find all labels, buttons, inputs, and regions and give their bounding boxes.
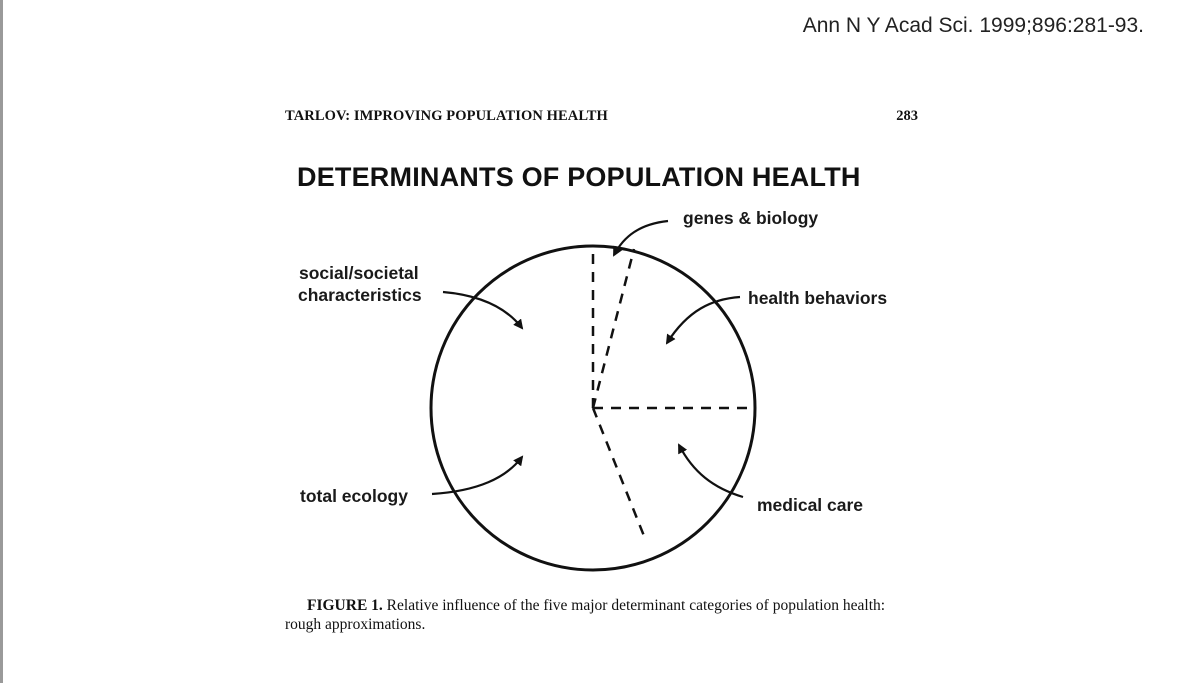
caption-text: Relative influence of the five major determinant categories of population health: rough approximations. bbox=[285, 597, 886, 633]
caption-figure-label: FIGURE 1. bbox=[307, 597, 383, 614]
divider-medical-ecology bbox=[593, 408, 646, 541]
divider-genes-right bbox=[593, 249, 634, 408]
page-number: 283 bbox=[896, 108, 918, 124]
figure-caption bbox=[285, 596, 925, 634]
label-social-line2: characteristics bbox=[298, 285, 422, 305]
label-medical-care: medical care bbox=[757, 495, 864, 515]
label-health-behaviors: health behaviors bbox=[748, 288, 888, 308]
figure-title: DETERMINANTS OF POPULATION HEALTH bbox=[297, 162, 861, 192]
label-genes-biology: genes & biology bbox=[683, 208, 819, 228]
running-head: TARLOV: IMPROVING POPULATION HEALTH bbox=[285, 108, 608, 124]
label-social-line1: social/societal bbox=[299, 263, 419, 283]
label-total-ecology: total ecology bbox=[300, 486, 408, 506]
citation: Ann N Y Acad Sci. 1999;896:281-93. bbox=[802, 14, 1144, 37]
